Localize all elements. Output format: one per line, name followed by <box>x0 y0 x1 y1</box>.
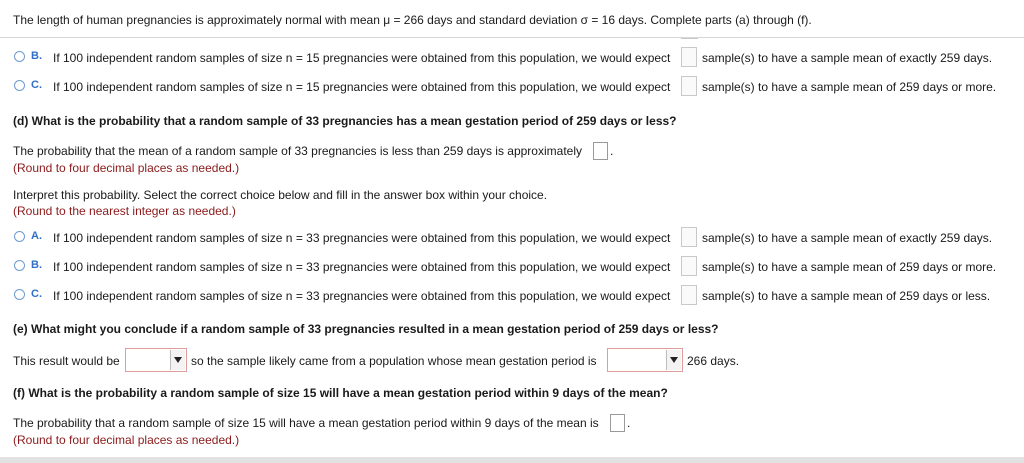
round-note: (Round to four decimal places as needed.) <box>13 161 240 175</box>
radio-d-option-a[interactable] <box>14 231 25 242</box>
part-e-text-before: This result would be <box>13 354 120 368</box>
answer-box-d-c[interactable] <box>681 285 697 305</box>
part-f-answer-prompt: The probability that a random sample of size 15 will have a mean gestation period within 9 days of the mean is <box>13 416 599 430</box>
radio-c-option-b[interactable] <box>14 51 25 62</box>
option-letter: B. <box>31 50 42 62</box>
part-d-question: (d) What is the probability that a random sample of 33 pregnancies has a mean gestation period of 259 days or less? <box>13 114 677 128</box>
interpret-prompt: Interpret this probability. Select the correct choice below and fill in the answer box within your choice. <box>13 188 548 202</box>
option-text: If 100 independent random samples of size n = 33 pregnancies were obtained from this population, we would expect <box>53 231 671 245</box>
bottom-scroll-edge <box>0 457 1024 463</box>
option-letter: C. <box>31 288 42 300</box>
radio-c-option-c[interactable] <box>14 80 25 91</box>
option-text: If 100 independent random samples of size n = 15 pregnancies were obtained from this population, we would expect <box>53 51 671 65</box>
header-divider <box>0 37 1024 38</box>
round-note: (Round to the nearest integer as needed.) <box>13 204 236 218</box>
round-note: (Round to four decimal places as needed.) <box>13 433 240 447</box>
period: . <box>610 144 614 158</box>
answer-box-c-b[interactable] <box>681 47 697 67</box>
option-text: If 100 independent random samples of size n = 15 pregnancies were obtained from this population, we would expect <box>53 80 671 94</box>
answer-box-d-b[interactable] <box>681 256 697 276</box>
radio-d-option-c[interactable] <box>14 289 25 300</box>
option-text-suffix: sample(s) to have a sample mean of exactly 259 days. <box>702 231 993 245</box>
option-letter: A. <box>31 230 42 242</box>
chevron-down-icon <box>666 350 681 370</box>
period: . <box>627 416 631 430</box>
scroll-notch <box>681 35 698 39</box>
option-text-suffix: sample(s) to have a sample mean of 259 days or more. <box>702 80 997 94</box>
option-letter: C. <box>31 79 42 91</box>
part-f-question: (f) What is the probability a random sample of size 15 will have a mean gestation period within 9 days of the mean? <box>13 386 668 400</box>
answer-box-d-probability[interactable] <box>593 142 608 160</box>
option-text-suffix: sample(s) to have a sample mean of exactly 259 days. <box>702 51 993 65</box>
option-text: If 100 independent random samples of size n = 33 pregnancies were obtained from this population, we would expect <box>53 289 671 303</box>
option-text-suffix: sample(s) to have a sample mean of 259 days or less. <box>702 289 991 303</box>
dropdown-result-significance[interactable] <box>125 348 187 372</box>
chevron-down-icon <box>170 350 185 370</box>
part-d-answer-prompt: The probability that the mean of a random sample of 33 pregnancies is less than 259 days is approximately <box>13 144 582 158</box>
option-letter: B. <box>31 259 42 271</box>
part-e-text-after: 266 days. <box>687 354 740 368</box>
part-e-question: (e) What might you conclude if a random sample of 33 pregnancies resulted in a mean gestation period of 259 days or less? <box>13 322 719 336</box>
answer-box-d-a[interactable] <box>681 227 697 247</box>
answer-box-f-probability[interactable] <box>610 414 625 432</box>
dropdown-population-mean[interactable] <box>607 348 683 372</box>
answer-box-c-c[interactable] <box>681 76 697 96</box>
radio-d-option-b[interactable] <box>14 260 25 271</box>
option-text-suffix: sample(s) to have a sample mean of 259 days or more. <box>702 260 997 274</box>
part-e-text-middle: so the sample likely came from a population whose mean gestation period is <box>191 354 597 368</box>
problem-statement: The length of human pregnancies is approximately normal with mean μ = 266 days and standard deviation σ = 16 days. Complete parts (a) through (f). <box>13 13 812 27</box>
option-text: If 100 independent random samples of size n = 33 pregnancies were obtained from this population, we would expect <box>53 260 671 274</box>
